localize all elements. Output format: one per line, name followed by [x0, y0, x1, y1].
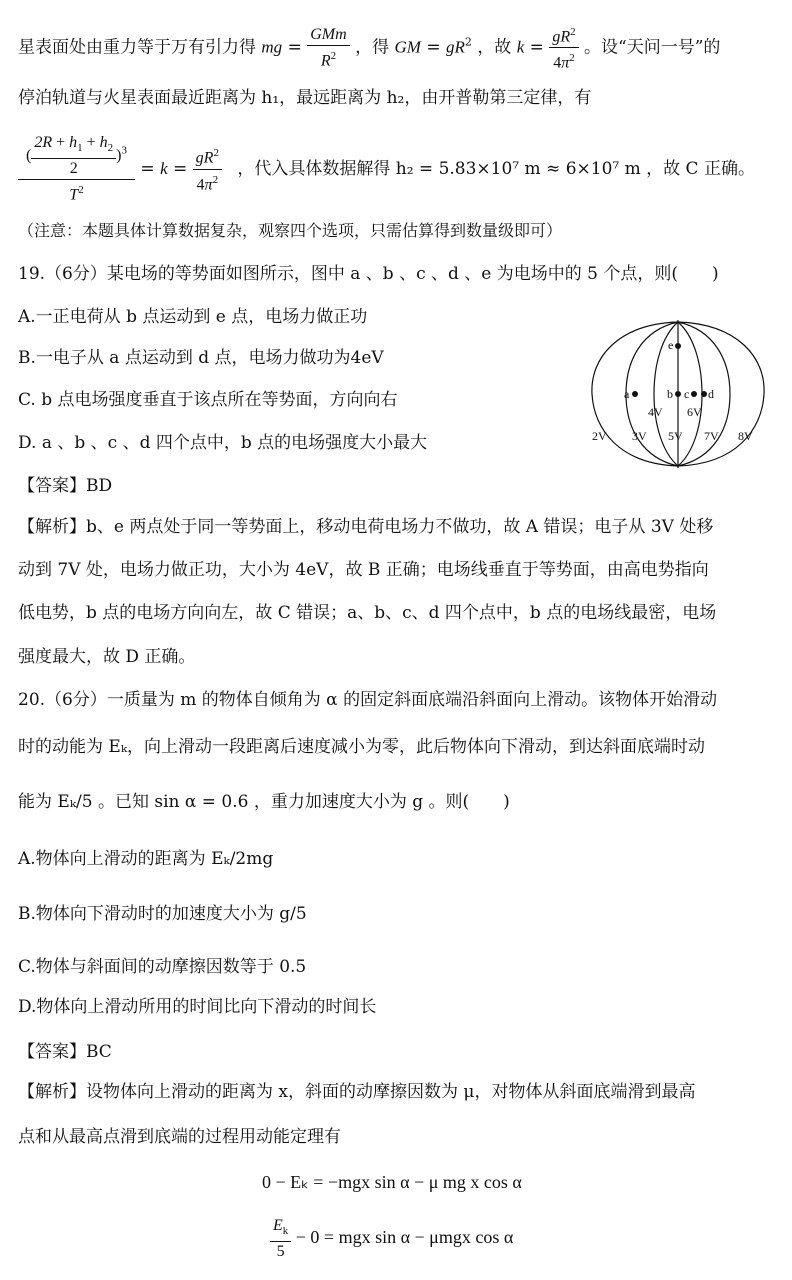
- fraction-gmm-r2: $\frac{\text{GMm}}{R^2}$: [307, 25, 349, 71]
- label-c: c: [684, 387, 690, 401]
- q20-option-a: A.物体向上滑动的距离为 Eₖ/2mg: [18, 849, 274, 869]
- label-2v: 2V: [592, 429, 607, 443]
- point-a: [632, 391, 638, 397]
- kepler-fraction-k: $\frac{gR^2}{4\pi^2}$: [193, 143, 222, 195]
- intro-text: ，故: [477, 37, 512, 58]
- q19-option-a: A.一正电荷从 b 点运动到 e 点，电场力做正功: [18, 307, 368, 327]
- label-7v: 7V: [704, 429, 719, 443]
- q20-equation-1: 0 − Eₖ = −mgx sin α − μ mg x cos α: [262, 1172, 522, 1192]
- formula-mg: mg: [261, 37, 283, 57]
- equipotential-figure: [590, 318, 770, 470]
- equipotential-8v: [678, 322, 764, 466]
- equipotential-6v: [678, 322, 702, 466]
- q20-stem-3: 能为 Eₖ/5 。已知 sin α = 0.6 ，重力加速度大小为 g 。则( ): [18, 792, 510, 812]
- q19-option-b: B.一电子从 a 点运动到 d 点，电场力做功为4eV: [18, 348, 384, 368]
- q19-analysis-4: 强度最大，故 D 正确。: [18, 647, 196, 667]
- q20-answer: 【答案】BC: [18, 1042, 112, 1062]
- q20-stem-1: 20.（6分）一质量为 m 的物体自倾角为 α 的固定斜面底端沿斜面向上滑动。该物体开始滑动: [18, 690, 718, 710]
- label-4v: 4V: [648, 405, 663, 419]
- point-c: [691, 391, 697, 397]
- point-e: [675, 343, 681, 349]
- label-d: d: [708, 387, 714, 401]
- label-3v: 3V: [632, 429, 647, 443]
- fraction-k: $\frac{gR^2}{4\pi^2}$: [549, 22, 578, 74]
- q19-option-c: C. b 点电场强度垂直于该点所在等势面，方向向右: [18, 390, 398, 410]
- intro-note: （注意：本题具体计算数据复杂，观察四个选项，只需估算得到数量级即可）: [18, 221, 563, 240]
- point-b: [675, 391, 681, 397]
- label-5v: 5V: [668, 429, 683, 443]
- intro-text: 星表面处由重力等于万有引力得: [18, 37, 256, 58]
- q20-equation-2: [270, 1216, 513, 1262]
- label-8v: 8V: [738, 429, 753, 443]
- label-b: b: [667, 387, 673, 401]
- q20-stem-2: 时的动能为 Eₖ，向上滑动一段距离后速度减小为零，此后物体向下滑动，到达斜面底端时动: [18, 737, 706, 757]
- point-d: [701, 391, 707, 397]
- intro-text: 。设“天问一号”的: [584, 37, 721, 58]
- label-e: e: [668, 338, 674, 352]
- fraction-ek-5: $\frac{E_k}{5}$: [270, 1216, 291, 1262]
- q19-answer: 【答案】BD: [18, 476, 113, 496]
- kepler-fraction: ( $\frac{2R + h_1 + h_2}{2}$ )$^3$ $T^2$: [18, 133, 135, 206]
- equation-2-rhs: − 0 = mgx sin α − μmgx cos α: [291, 1227, 514, 1248]
- q20-analysis-2: 点和从最高点滑到底端的过程用动能定理有: [18, 1127, 341, 1147]
- intro-line-1: 星表面处由重力等于万有引力得 mg = $\frac{\text{GMm}}{R^2}$ ，得 GM = $gR^2$ ，故 k = $\frac{gR^2}{4\pi^2}$ 。设“天问一号”的: [18, 22, 720, 74]
- label-a: a: [624, 387, 630, 401]
- q20-analysis-1: 【解析】设物体向上滑动的距离为 x，斜面的动摩擦因数为 μ，对物体从斜面底端滑到最高: [18, 1082, 696, 1102]
- kepler-formula-line: ( $\frac{2R + h_1 + h_2}{2}$ )$^3$ $T^2$ = k = $\frac{gR^2}{4\pi^2}$ ，代入具体数据解得 h₂ = 5.83×10⁷ m ≈ 6×10⁷ m ，故 C 正确。: [18, 133, 755, 203]
- q20-option-b: B.物体向下滑动时的加速度大小为 g/5: [18, 904, 307, 924]
- formula-gm: GM: [394, 37, 421, 57]
- q19-analysis-2: 动到 7V 处，电场力做正功，大小为 4eV，故 B 正确；电场线垂直于等势面，由高电势指向: [18, 560, 709, 580]
- intro-text: ，得: [355, 37, 390, 58]
- intro-line-2: 停泊轨道与火星表面最近距离为 h₁，最远距离为 h₂，由开普勒第三定律，有: [18, 88, 592, 108]
- q20-option-c: C.物体与斜面间的动摩擦因数等于 0.5: [18, 957, 307, 977]
- label-6v: 6V: [687, 405, 702, 419]
- q19-option-d: D. a 、b 、c 、d 四个点中，b 点的电场强度大小最大: [18, 433, 428, 453]
- q19-stem: 19.（6分）某电场的等势面如图所示，图中 a 、b 、c 、d 、e 为电场中的 5 个点，则( ): [18, 264, 719, 284]
- equipotential-4v: [654, 322, 678, 466]
- q19-analysis-3: 低电势，b 点的电场方向向左，故 C 错误；a、b、c、d 四个点中，b 点的电场线最密，电场: [18, 603, 717, 623]
- intro-text: ，代入具体数据解得 h₂ = 5.83×10⁷ m ≈ 6×10⁷ m ，故 C 正确。: [237, 158, 755, 179]
- q20-option-d: D.物体向上滑动所用的时间比向下滑动的时间长: [18, 997, 377, 1017]
- q19-analysis-1: 【解析】b、e 两点处于同一等势面上，移动电荷电场力不做功，故 A 错误；电子从 3V 处移: [18, 517, 714, 537]
